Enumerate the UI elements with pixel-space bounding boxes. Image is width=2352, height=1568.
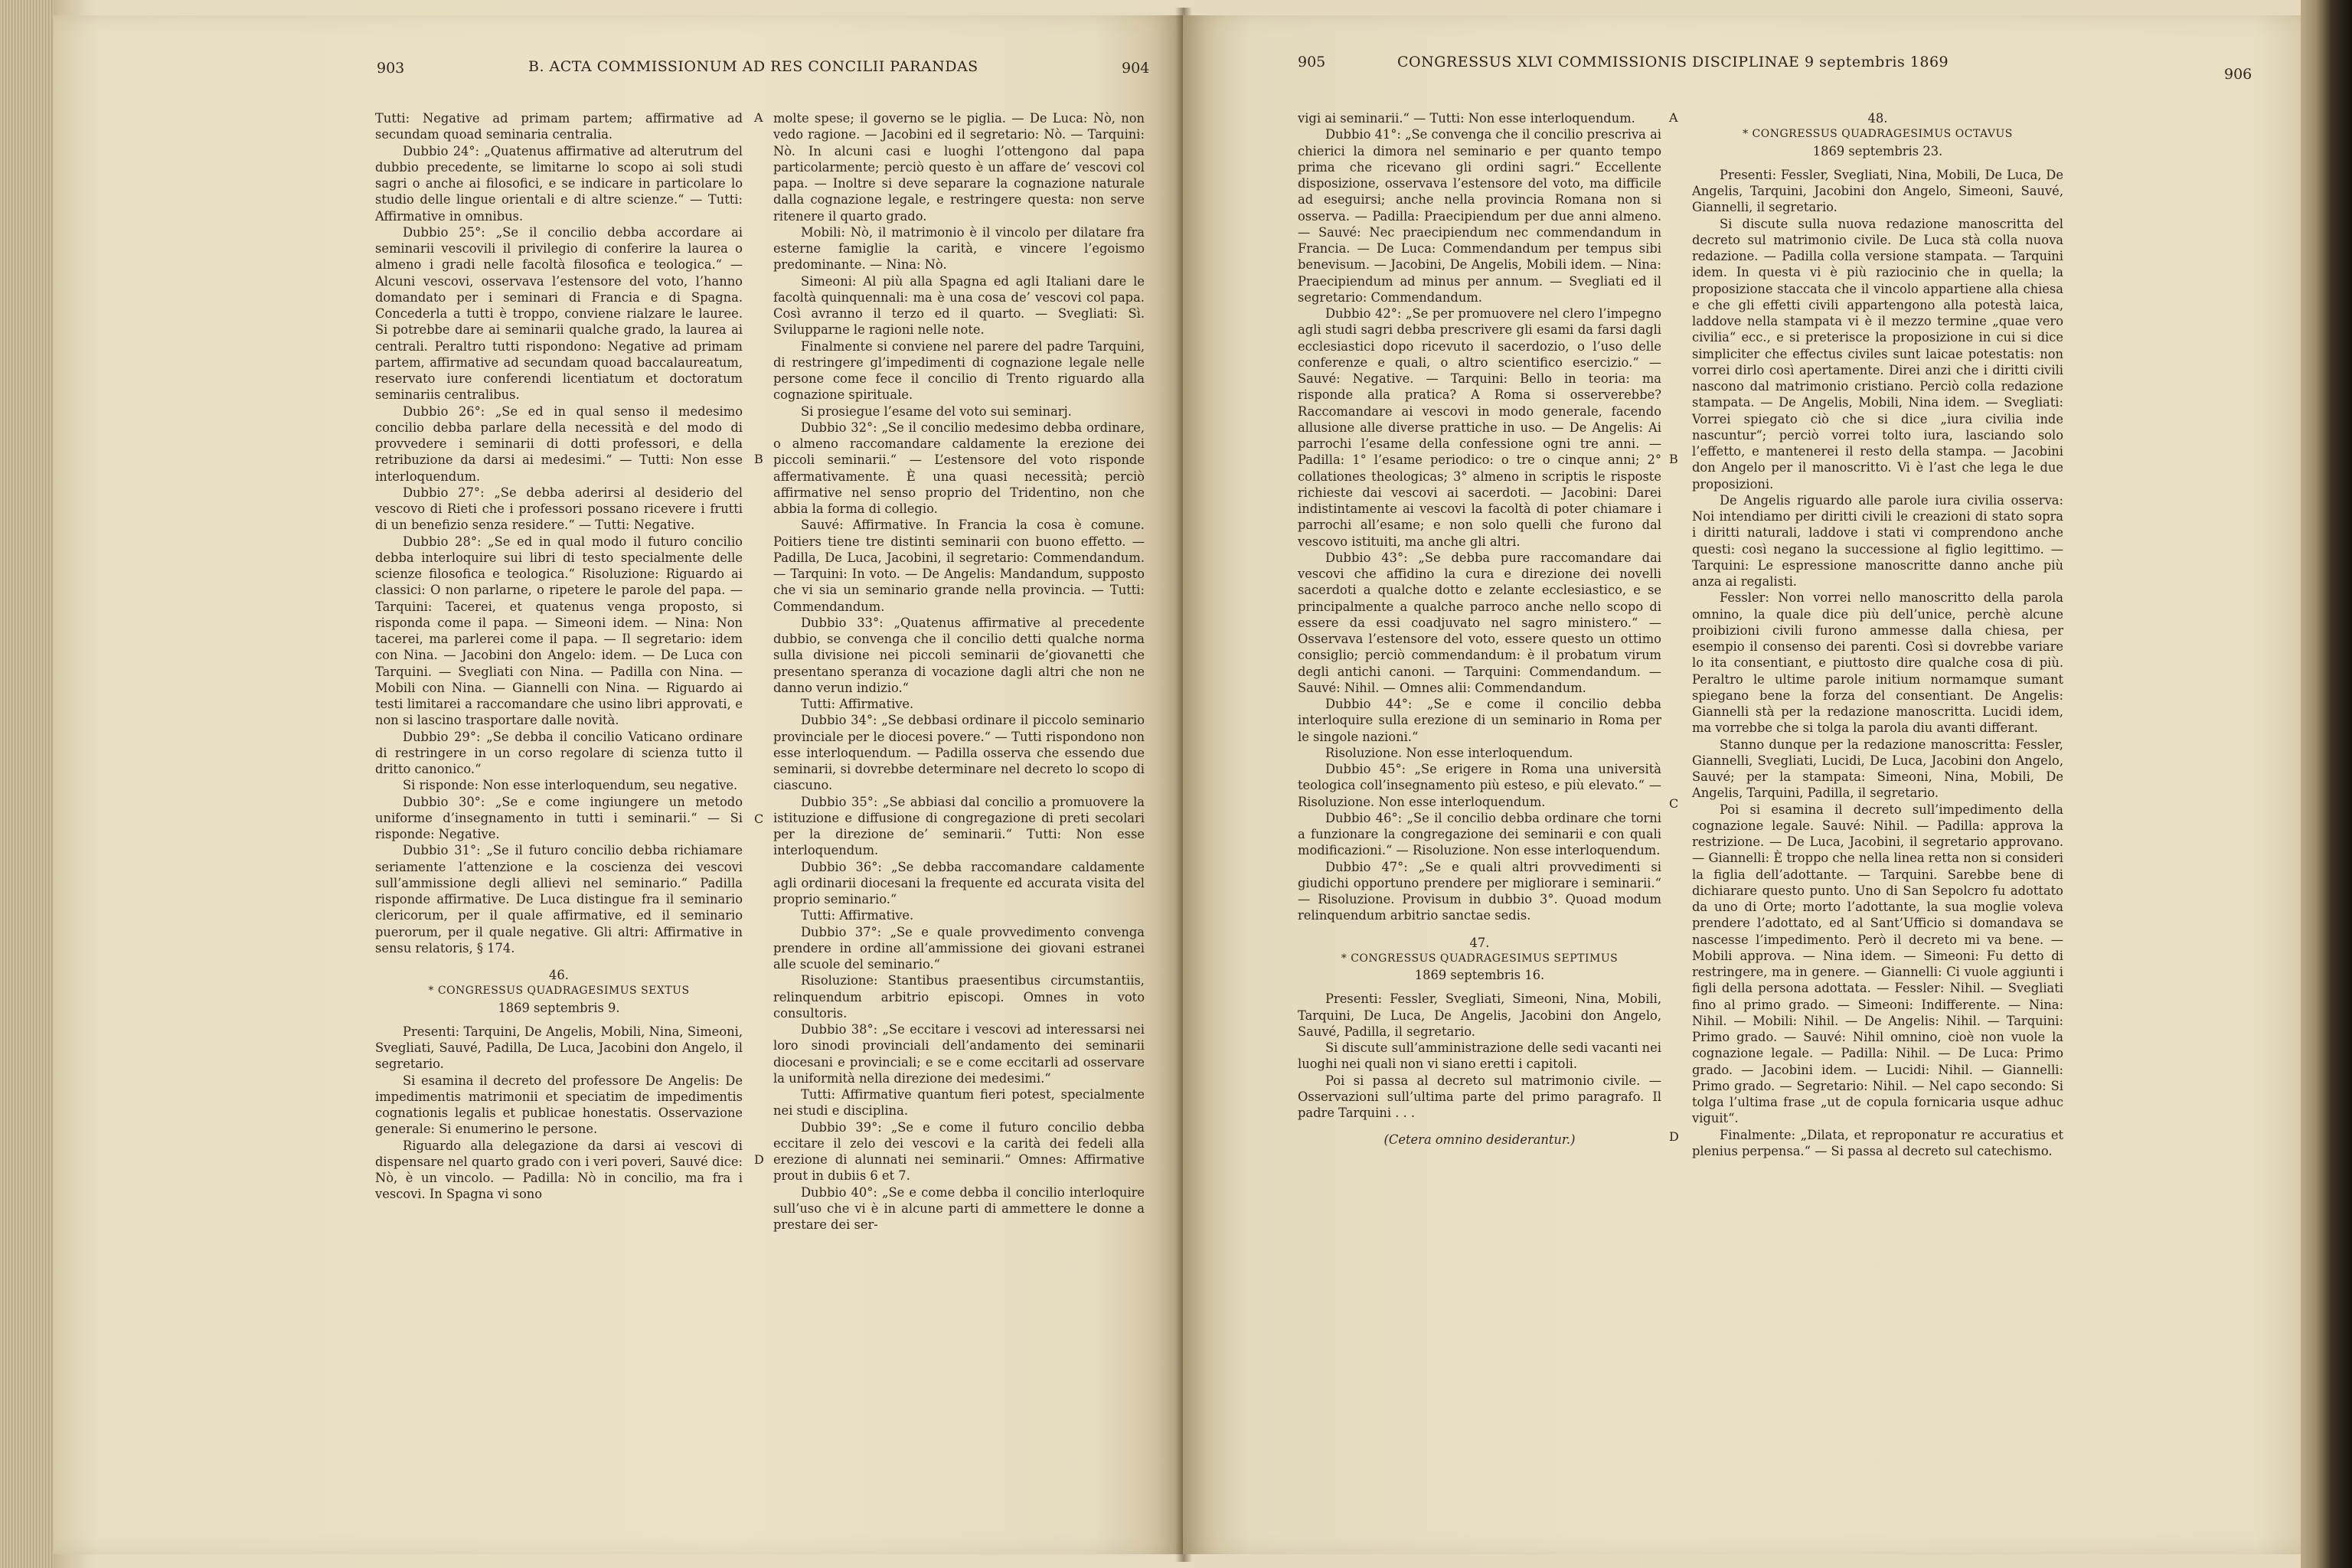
paragraph: Presenti: Tarquini, De Angelis, Mobili, Nina, Simeoni, Svegliati, Sauvé, Padilla, De Luca, Jacobini don Angelo, il segretario.: [375, 1024, 743, 1072]
paragraph: Si discute sull’amministrazione delle sedi vacanti nei luoghi nei quali non vi siano eretti i capitoli.: [1298, 1040, 1661, 1072]
paragraph: Tutti: Affirmative.: [801, 908, 914, 923]
section-date: 1869 septembris 16.: [1414, 968, 1545, 982]
closing-note: (Cetera omnino desiderantur.): [1383, 1132, 1576, 1148]
paragraph: Poi si passa al decreto sul matrimonio civile. — Osservazioni sull’ultima parte del primo paragrafo. Il padre Tarquini . . .: [1298, 1073, 1661, 1120]
book-cover-edge: [2301, 0, 2352, 1568]
margin-letter: C: [1669, 796, 1679, 811]
paragraph: Fessler: Non vorrei nello manoscritto della parola omnino, la quale dice più dell’unice, perchè alcune proibizioni civili furono ammesse dalla chiesa, per esempio il consenso dei parenti. Così si dovrebbe variare lo ita consentiant, e piuttosto dire qualche cosa di più. Peraltro le ultime parole initium normamque sumant spiegano bene la forza del consentiant. De Angelis: Giannelli stà per la redazione manoscritta. Lucidi idem, ma vorrebbe che si tolga la parola diu avanti differant.: [1692, 590, 2063, 736]
paragraph: Dubbio 34°: „Se debbasi ordinare il piccolo seminario provinciale per le diocesi povere.“ — Tutti rispondono non esse interloquendum. — Padilla osserva che essendo due seminarii, si dovrebbe determinare nel decreto lo scopo di ciascuno.: [773, 713, 1145, 793]
paragraph: Dubbio 37°: „Se e quale provvedimento convenga prendere in ordine all’ammissione dei giovani estranei alle scuole del seminario.“: [773, 924, 1145, 972]
margin-letter: A: [1669, 110, 1678, 125]
margin-letter: B: [754, 452, 763, 466]
paragraph: Dubbio 43°: „Se debba pure raccomandare dai vescovi che affidino la cura e direzione dei novelli sacerdoti a qualche dotto e zelante ecclesiastico, e se principalmente a qualche parroco anche nello scopo di essere da essi coadjuvato nel sagro ministero.“ — Osservava l’estensore del voto, essere questo un ottimo consiglio; perciò commendandum: è il probatum virum degli antichi canoni. — Tarquini: Commendandum. — Sauvé: Nihil. — Omnes alii: Commendandum.: [1298, 550, 1661, 695]
section-title: * CONGRESSUS QUADRAGESIMUS OCTAVUS: [1743, 128, 2013, 141]
paragraph: Simeoni: Al più alla Spagna ed agli Italiani dare le facoltà quinquennali: ma è una cosa de’ vescovi col papa. Così avranno il terzo ed il quarto. — Svegliati: Sì. Svilupparne le ragioni nelle note.: [773, 273, 1145, 338]
paragraph: Tutti: Affirmative quantum fieri potest, specialmente nei studi e disciplina.: [773, 1087, 1145, 1119]
margin-letter: C: [754, 812, 764, 826]
column-left: [1298, 110, 1661, 1148]
paragraph: Finalmente si conviene nel parere del padre Tarquini, di restringere gl’impedimenti di cognazione legale nelle persone come fece il concilio di Trento riguardo alla cognazione spirituale.: [773, 338, 1145, 403]
paragraph: Mobili: Nò, il matrimonio è il vincolo per dilatare fra esterne famiglie la carità, e vincere l’egoismo predominante. — Nina: Nò.: [773, 224, 1145, 273]
paragraph: Si prosiegue l’esame del voto sui seminarj.: [801, 403, 1072, 419]
paragraph: Dubbio 35°: „Se abbiasi dal concilio a promuovere la istituzione e diffusione di congregazione di preti secolari per la direzione de’ seminarii.“ Tutti: Non esse interloquendum.: [773, 794, 1145, 858]
section-number: 47.: [1469, 935, 1490, 950]
margin-letter: B: [1669, 452, 1678, 466]
margin-letter: A: [754, 110, 763, 125]
paragraph: Dubbio 28°: „Se ed in qual modo il futuro concilio debba interloquire sui libri di testo specialmente delle scienze filosofica e teologica.“ Risoluzione: Riguardo ai classici: O non parlarne, o ripetere le parole del papa. — Tarquini: Tacerei, et quatenus venga proposto, si risponda come il papa. — Simeoni idem. — Nina: Non tacerei, ma parlerei come il papa. — Il segretario: idem con Nina. — Jacobini don Angelo: idem. — De Luca con Tarquini. — Svegliati con Nina. — Padilla con Nina. — Mobili con Nina. — Giannelli con Nina. — Riguardo ai testi limitarei a raccomandare che usino libri approvati, e non si lascino trasportare dalle novità.: [375, 534, 743, 728]
paragraph: Riguardo alla delegazione da darsi ai vescovi di dispensare nel quarto grado con i veri poveri, Sauvé dice: Nò, è un vincolo. — Padilla: Nò in concilio, ma fra i vescovi. In Spagna vi sono: [375, 1138, 743, 1202]
section-number: 48.: [1867, 111, 1888, 126]
page-number: 905: [1298, 54, 1326, 70]
paragraph: Dubbio 47°: „Se e quali altri provvedimenti si giudichi opportuno prendere per migliorare i seminarii.“ — Risoluzione. Provisum in dubbio 3°. Quoad modum relinquendum arbitrio sanctae sedis.: [1298, 859, 1661, 923]
margin-letter: D: [1669, 1129, 1679, 1144]
paragraph: Dubbio 46°: „Se il concilio debba ordinare che torni a funzionare la congregazione dei seminarii e con quali modificazioni.“ — Risoluzione. Non esse interloquendum.: [1298, 810, 1661, 858]
paragraph: Presenti: Fessler, Svegliati, Nina, Mobili, De Luca, De Angelis, Tarquini, Jacobini don Angelo, Simeoni, Sauvé, Giannelli, il segretario.: [1692, 167, 2063, 215]
paragraph: Stanno dunque per la redazione manoscritta: Fessler, Giannelli, Svegliati, Lucidi, De Luca, Jacobini don Angelo, Sauvé; per la stampata: Simeoni, Nina, Mobili, De Angelis, Tarquini, Padilla, il segretario.: [1692, 737, 2063, 801]
paragraph: Dubbio 25°: „Se il concilio debba accordare ai seminarii vescovili il privilegio di conferire la laurea o almeno i gradi nelle facoltà filosofica e teologica.“ — Alcuni vescovi, osservava l’estensore del voto, l’hanno domandato per i seminari di Francia e di Spagna. Concederla a tutti è troppo, conviene rialzare le lauree. Si potrebbe dare ai seminarii qualche grado, la laurea ai centrali. Peraltro tutti rispondono: Negative ad primam partem, affirmative ad secundam quoad baccalaureatum, reservato iure conferendi licentiatum et doctoratum seminariis centralibus.: [375, 224, 743, 403]
paragraph: Dubbio 30°: „Se e come ingiungere un metodo uniforme d’insegnamento in tutti i seminarii.“ — Si risponde: Negative.: [375, 794, 743, 841]
paragraph: Si esamina il decreto del professore De Angelis: De impedimentis matrimonii et speciatim de impedimentis cognationis legalis et publicae honestatis. Osservazione generale: Si enumerino le persone.: [375, 1073, 743, 1137]
paragraph: Dubbio 27°: „Se debba aderirsi al desiderio del vescovo di Rieti che i professori possano ricevere i frutti di un benefizio senza residere.“ — Tutti: Negative.: [375, 485, 743, 533]
running-head: CONGRESSUS XLVI COMMISSIONIS DISCIPLINAE 9 septembris 1869: [1397, 54, 1949, 70]
page-number: 904: [1122, 60, 1150, 77]
paragraph: De Angelis riguardo alle parole iura civilia osserva: Noi intendiamo per diritti civili le creazioni di stato sopra i diritti naturali, laddove i stati vi comprendono anche questi: così negano la successione al figlio legittimo. — Tarquini: Le espressione manoscritte danno anche più anza ai regalisti.: [1692, 492, 2063, 589]
paragraph: Dubbio 39°: „Se e come il futuro concilio debba eccitare il zelo dei vescovi e la carità dei fedeli alla erezione di alunnati nei seminarii.“ Omnes: Affirmative prout in dubiis 6 et 7.: [773, 1119, 1145, 1184]
section-title: * CONGRESSUS QUADRAGESIMUS SEXTUS: [428, 985, 690, 998]
paragraph: Risoluzione: Stantibus praesentibus circumstantiis, relinquendum arbitrio episcopi. Omnes in voto consultoris.: [773, 973, 1145, 1021]
paragraph: Tutti: Negative ad primam partem; affirmative ad secundam quoad seminaria centralia.: [375, 111, 743, 142]
section-date: 1869 septembris 9.: [498, 1000, 620, 1015]
paragraph: Risoluzione. Non esse interloquendum.: [1325, 745, 1573, 760]
paragraph: Dubbio 41°: „Se convenga che il concilio prescriva ai chierici la dimora nel seminario e per quanto tempo prima che ricevano gli ordini sagri.“ Eccellente disposizione, osservava l’estensore del voto, ma difficile ad eseguirsi; anche nella provincia Romana non si osserva. — Padilla: Praecipiendum per due anni almeno. — Sauvé: Nec praecipiendum nec commendandum in Francia. — De Luca: Commendandum per tempus sibi benevisum. — Jacobini, De Angelis, Mobili idem. — Nina: Praecipiendum ad minus per annum. — Svegliati ed il segretario: Commendandum.: [1298, 127, 1661, 305]
column-right: [773, 110, 1145, 1233]
section-date: 1869 septembris 23.: [1812, 143, 1943, 158]
paragraph: vigi ai seminarii.“ — Tutti: Non esse interloquendum.: [1298, 111, 1635, 126]
paragraph: Dubbio 26°: „Se ed in qual senso il medesimo concilio debba parlare della necessità e del modo di provvedere i seminarii di dotti professori, e della retribuzione da darsi ai medesimi.“ — Tutti: Non esse interloquendum.: [375, 403, 743, 484]
right-page: [1183, 15, 2301, 1554]
paragraph: Dubbio 42°: „Se per promuovere nel clero l’impegno agli studi sagri debba prescrivere gli esami da farsi dagli ecclesiastici dopo ricevuto il sacerdozio, o l’uso delle conferenze e quali, o altro scientifico esercizio.“ — Sauvé: Negative. — Tarquini: Bello in teoria: ma risponde alla pratica? A Roma si osserverebbe? Raccomandare ai vescovi in modo generale, facendo allusione alle diverse prattiche in uso. — De Angelis: Ai parrochi l’esame della confessione ogni tre anni. — Padilla: 1° l’esame periodico: o tre o cinque anni; 2° collationes theologicas; 3° almeno in scriptis le risposte richieste dai vescovi ai sacerdoti. — Jacobini: Darei indistintamente ai vescovi la facoltà di poter chiamare i parrochi all’esame; e non solo quelli che furono dal vescovo istituiti, ma anche gli altri.: [1298, 306, 1661, 549]
paragraph: Dubbio 40°: „Se e come debba il concilio interloquire sull’uso che vi è in alcune parti di ammettere le donne a prestare dei ser-: [773, 1184, 1145, 1232]
paragraph: Finalmente: „Dilata, et reproponatur re accuratius et plenius perpensa.“ — Si passa al decreto sul catechismo.: [1692, 1127, 2063, 1158]
paragraph: Dubbio 38°: „Se eccitare i vescovi ad interessarsi nei loro sinodi provinciali dell’andamento dei seminarii diocesani e provinciali; e se e come eccitarli ad osservare la uniformità nella direzione dei medesimi.“: [773, 1022, 1145, 1086]
paragraph: Sauvé: Affirmative. In Francia la cosa è comune. Poitiers tiene tre distinti seminarii con buono effetto. — Padilla, De Luca, Jacobini, il segretario: Commendandum. — Tarquini: In voto. — De Angelis: Mandandum, supposto che vi sia un seminario grande nella provincia. — Tutti: Commendandum.: [773, 518, 1145, 614]
paragraph: Dubbio 44°: „Se e come il concilio debba interloquire sulla erezione di un seminario in Roma per le singole nazioni.“: [1298, 697, 1661, 744]
section-title: * CONGRESSUS QUADRAGESIMUS SEPTIMUS: [1341, 952, 1619, 965]
paragraph: Dubbio 36°: „Se debba raccomandare caldamente agli ordinarii diocesani la frequente ed accurata visita del proprio seminario.“: [773, 859, 1145, 906]
paragraph: Dubbio 29°: „Se debba il concilio Vaticano ordinare di restringere in un corso regolare di scienza tutto il dritto canonico.“: [375, 729, 743, 776]
left-page: [54, 15, 1183, 1554]
paragraph: Dubbio 33°: „Quatenus affirmative al precedente dubbio, se convenga che il concilio detti qualche norma sulla divisione nei piccoli seminarii de’giovanetti che presentano speranza di vocazione dagli altri che non ne danno verun indizio.“: [773, 615, 1145, 695]
page-number: 906: [2224, 66, 2252, 83]
column-left: [375, 110, 743, 1203]
page-edges: [0, 0, 54, 1568]
paragraph: Dubbio 24°: „Quatenus affirmative ad alterutrum del dubbio precedente, se limitarne lo scopo ai soli studi sagri o anche ai filosofici, e se indicare in particolare lo studio delle lingue orientali e di altre scienze.“ — Tutti: Affirmative in omnibus.: [375, 143, 743, 224]
running-head: B. ACTA COMMISSIONUM AD RES CONCILII PARANDAS: [528, 58, 978, 75]
page-number: 903: [377, 60, 405, 77]
paragraph: Tutti: Affirmative.: [801, 697, 914, 711]
paragraph: molte spese; il governo se le piglia. — De Luca: Nò, non vedo ragione. — Jacobini ed il segretario: Nò. — Tarquini: Nò. In alcuni casi e luoghi l’ottengono dal papa particolarmente; perciò questo è un affare de’ vescovi col papa. — Inoltre si deve separare la cognazione naturale dalla cognazione legale, e restringere questa: non serve ritenere il quarto grado.: [773, 111, 1145, 224]
paragraph: Dubbio 45°: „Se erigere in Roma una università teologica coll’insegnamento più esteso, e più elevato.“ — Risoluzione. Non esse interloquendum.: [1298, 762, 1661, 809]
paragraph: Dubbio 32°: „Se il concilio medesimo debba ordinare, o almeno raccomandare caldamente la erezione dei piccoli seminarii.“ — L’estensore del voto risponde affermativamente. È una quasi necessità; perciò affirmative nel senso proprio del Tridentino, non che abbia la forma di collegio.: [773, 420, 1145, 516]
paragraph: Presenti: Fessler, Svegliati, Simeoni, Nina, Mobili, Tarquini, De Luca, De Angelis, Jacobini don Angelo, Sauvé, Padilla, il segretario.: [1298, 991, 1661, 1039]
margin-letter: D: [754, 1152, 764, 1167]
paragraph: Poi si esamina il decreto sull’impedimento della cognazione legale. Sauvé: Nihil. — Padilla: approva la restrizione. — De Luca, Jacobini, il segretario approvano. — Giannelli: È troppo che nella linea retta non si consideri la figlia dell’adottante. — Tarquini. Sarebbe bene di dichiarare questo punto. Uno di San Sepolcro fu adottato da uno di Orte; morto l’adottante, la sua moglie voleva prendere l’adottato, ed al Sant’Ufficio si domandava se nascesse l’impedimento. Però il decreto mi va bene. — Mobili approva. — Nina idem. — Simeoni: Fu detto di restringere, ma in genere. — Giannelli: Ci vuole aggiunti i figli della persona adottata. — Fessler: Nihil. — Svegliati fino al primo grado. — Simeoni: Indifferente. — Nina: Nihil. — Mobili: Nihil. — De Angelis: Nihil. — Tarquini: Primo grado. — Sauvé: Nihil omnino, cioè non vuole la cognazione legale. — Padilla: Nihil. — De Luca: Primo grado. — Jacobini idem. — Lucidi: Nihil. — Giannelli: Primo grado. — Segretario: Nihil. — Nel capo secondo: Si tolga l’ultima frase „ut de copula fornicaria usque adhuc viguit“.: [1692, 802, 2063, 1126]
paragraph: Dubbio 31°: „Se il futuro concilio debba richiamare seriamente l’attenzione e la coscienza dei vescovi sull’ammissione degli allievi nel seminario.“ Padilla risponde affirmative. De Luca distingue fra il seminario clericorum, per il quale affirmative, ed il seminario puerorum, per il quale negative. Gli altri: Affirmative in sensu relatoris, § 174.: [375, 843, 743, 956]
section-number: 46.: [549, 968, 569, 982]
column-right: [1692, 110, 2063, 1159]
paragraph: Si risponde: Non esse interloquendum, seu negative.: [403, 778, 738, 793]
paragraph: Si discute sulla nuova redazione manoscritta del decreto sul matrimonio civile. De Luca stà colla nuova redazione. — Padilla colla versione stampata. — Tarquini idem. In questa vi è più raziocinio che in quella; la proposizione staccata che il vincolo appartiene alla chiesa e che gli effetti civili appartengono alla potestà laica, laddove nella stampata vi è il mezzo termine „quae vero civilia“ ecc., e si preterisce la proposizione in cui si dice simpliciter che effectus civiles sunt laicae potestatis: non vorrei dirlo così apertamente. Direi anzi che i diritti civili nascono dal matrimonio cristiano. Perciò colla redazione stampata. — De Angelis, Mobili, Nina idem. — Svegliati: Vorrei spiegato ciò che si dice „iura civilia inde nascuntur“; perciò vorrei tolto iura, lasciando solo l’effetto, e mantenerei il resto della stampa. — Jacobini don Angelo per il manoscritto. Vi è l’ast che lega le due proposizioni.: [1692, 216, 2063, 492]
